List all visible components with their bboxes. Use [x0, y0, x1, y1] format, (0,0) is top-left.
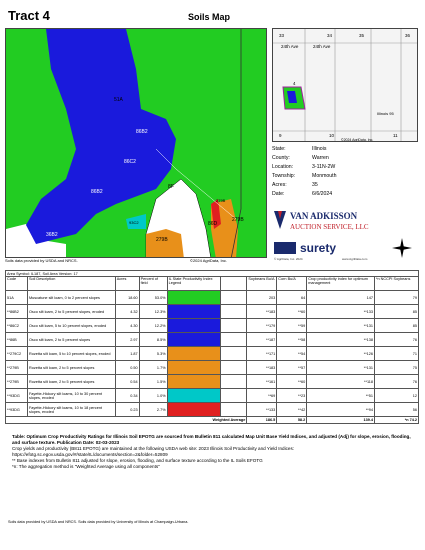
bottom-source: Soils data provided by USDA and NRCS. Soils data provided by University of Illinois at Champaign-Urbana. — [8, 520, 189, 524]
cell-code: **86B — [6, 333, 28, 347]
cell-nccpi: 76 — [375, 375, 419, 389]
cell-acres: 18.60 — [115, 291, 139, 305]
property-info — [272, 145, 337, 199]
locator-marker: 4 — [293, 81, 296, 86]
compass-icon — [392, 238, 412, 258]
map-label-1: 51A — [114, 97, 123, 103]
locator-road-5: Illinois 95 — [377, 111, 394, 116]
cell-corn: **57 — [277, 361, 307, 375]
table-row — [6, 291, 419, 305]
locator-bottom-11: 11 — [393, 133, 398, 138]
map-label-4: 86B2 — [91, 189, 103, 195]
map-label-11: 93C2 — [129, 220, 139, 225]
legend-swatch — [168, 403, 221, 416]
cell-cpi: 147 — [307, 291, 375, 305]
legend-swatch — [168, 305, 221, 318]
legend-swatch — [168, 347, 221, 360]
cell-acres: 4.32 — [115, 305, 139, 319]
cell-nccpi: 85 — [375, 305, 419, 319]
cell-description: Osco silt loam, 2 to 5 percent slopes, eroded — [27, 305, 115, 319]
cell-il — [221, 305, 247, 319]
notes-line-1: Table: Optimum Crop Productivity Ratings for Illinois Soil EPOTG are sourced from Bulletin 811 calculated Map Unit Base Yield Indices, and adjusted (Adj) for slope, erosion, flooding, and surface texture. Publication Date: 02-03-2023 — [12, 434, 411, 445]
cell-percent: 1.7% — [139, 361, 167, 375]
area-symbol: Area Symbol: IL187, Soil Area Version: 17 — [6, 271, 419, 277]
cell-il — [221, 375, 247, 389]
cell-corn: **42 — [277, 403, 307, 417]
date-value: 6/6/2024 — [312, 191, 333, 197]
locator-label-34: 34 — [327, 33, 333, 38]
cell-il — [221, 347, 247, 361]
cell-legend — [167, 403, 221, 417]
cell-soybeans: **183 — [247, 305, 277, 319]
legend-swatch — [168, 291, 221, 304]
cell-description: Muscatune silt loam, 0 to 2 percent slopes — [27, 291, 115, 305]
locator-copyright: ©2024 AgriData, Inc. — [341, 138, 374, 142]
col-soybeans: Soybeans Bu/A — [247, 277, 277, 291]
weighted-soy: 186.5 — [247, 417, 277, 424]
legend-swatch — [168, 333, 221, 346]
weighted-nccpi: *n 74.2 — [375, 417, 419, 424]
acres-label: Acres: — [272, 182, 287, 188]
legend-swatch — [168, 361, 221, 374]
col-code: Code — [6, 277, 28, 291]
cell-description: Osco silt loam, 2 to 5 percent slopes — [27, 333, 115, 347]
notes-line-4: ** Base indexes from Bulletin 811 adjusted for slope, erosion, flooding, and surface texture according to the IL Soils EFOTG — [12, 458, 263, 463]
cell-percent: 5.3% — [139, 347, 167, 361]
cell-legend — [167, 361, 221, 375]
cell-soybeans: **187 — [247, 333, 277, 347]
locator-road-1: 24th Ave — [281, 44, 299, 49]
locator-bottom-9: 9 — [279, 133, 282, 138]
cell-soybeans: 203 — [247, 291, 277, 305]
cell-code: **279B — [6, 375, 28, 389]
cell-il — [221, 361, 247, 375]
cell-nccpi: 85 — [375, 319, 419, 333]
weighted-average-label: Weighted Average — [6, 417, 247, 424]
cell-acres: 0.34 — [115, 389, 139, 403]
county-value: Warren — [312, 155, 329, 161]
weighted-average-row — [6, 417, 419, 424]
cell-percent: 2.7% — [139, 403, 167, 417]
page-title: Soils Map — [188, 12, 231, 22]
table-row — [6, 333, 419, 347]
map-label-8: 279B — [232, 217, 244, 223]
notes-line-2: Crop yields and productivity (B811 EPOTG) are maintained at the following USDA web site: 2023 Illinois Soil Productivity and Yield Indices: — [12, 446, 295, 451]
cell-legend — [167, 375, 221, 389]
cell-description: Rozetta silt loam, 2 to 5 percent slopes — [27, 361, 115, 375]
col-acres: Acres — [115, 277, 139, 291]
cell-cpi: **51 — [307, 389, 375, 403]
van-adkisson-logo — [272, 207, 418, 233]
cell-soybeans: **161 — [247, 375, 277, 389]
cell-percent: 1.5% — [139, 375, 167, 389]
cell-cpi: **94 — [307, 403, 375, 417]
locator-road-2: 24th Ave — [313, 44, 331, 49]
cell-code: **86B2 — [6, 305, 28, 319]
cell-legend — [167, 305, 221, 319]
cell-cpi: **133 — [307, 305, 375, 319]
locator-map-drawing — [273, 29, 418, 142]
van-adkisson-name: VAN ADKISSON — [290, 211, 358, 221]
county-label: County: — [272, 155, 290, 161]
cell-nccpi: 76 — [375, 333, 419, 347]
soils-map[interactable] — [5, 28, 267, 258]
legend-swatch — [168, 375, 221, 388]
surety-copyright: © AgriData, Inc. 2024 — [274, 257, 303, 261]
cell-corn: **59 — [277, 319, 307, 333]
cell-percent: 53.0% — [139, 291, 167, 305]
cell-acres: 1.87 — [115, 347, 139, 361]
cell-acres: 4.30 — [115, 319, 139, 333]
cell-corn: 64 — [277, 291, 307, 305]
map-label-3: 86C2 — [124, 159, 136, 165]
cell-cpi: **138 — [307, 333, 375, 347]
table-row — [6, 389, 419, 403]
acres-value: 35 — [312, 182, 318, 188]
cell-code: **279B — [6, 361, 28, 375]
table-row — [6, 305, 419, 319]
cell-acres: 0.54 — [115, 375, 139, 389]
date-label: Date: — [272, 191, 285, 197]
cell-il — [221, 333, 247, 347]
weighted-cpi: 139.4 — [307, 417, 375, 424]
cell-percent: 8.5% — [139, 333, 167, 347]
cell-description: Rozetta silt loam, 5 to 10 percent slopes, eroded — [27, 347, 115, 361]
cell-percent: 12.2% — [139, 319, 167, 333]
cell-corn: **60 — [277, 305, 307, 319]
cell-il — [221, 389, 247, 403]
cell-code: **93DG — [6, 389, 28, 403]
soil-area-279-orange — [146, 229, 184, 258]
col-corn: Corn Bu/A — [277, 277, 307, 291]
col-nccpi: *n NCCPI Soybeans — [375, 277, 419, 291]
locator-label-36: 36 — [405, 33, 411, 38]
cell-nccpi: 56 — [375, 403, 419, 417]
cell-legend — [167, 389, 221, 403]
locator-map[interactable] — [272, 28, 418, 142]
map-label-9: 86D — [208, 221, 218, 227]
map-copyright: ©2024 AgriData, Inc. — [190, 258, 227, 263]
locator-label-33: 33 — [279, 33, 285, 38]
map-label-6: 279B — [156, 237, 168, 243]
surety-logo — [272, 236, 418, 262]
cell-legend — [167, 347, 221, 361]
cell-il — [221, 319, 247, 333]
locator-bottom-10: 10 — [329, 133, 335, 138]
cell-code: 51A — [6, 291, 28, 305]
table-row — [6, 361, 419, 375]
notes-line-5: *n: The aggregation method is "Weighted Average using all components" — [12, 464, 160, 469]
surety-wordmark: surety — [300, 241, 337, 255]
legend-swatch — [168, 389, 221, 402]
table-row — [6, 319, 419, 333]
cell-description: Fayette-Hickory silt loams, 10 to 18 percent slopes, eroded — [27, 403, 115, 417]
cell-percent: 1.0% — [139, 389, 167, 403]
township-value: Monmouth — [312, 173, 337, 179]
cell-corn: **54 — [277, 347, 307, 361]
cell-description: Osco silt loam, 5 to 10 percent slopes, eroded — [27, 319, 115, 333]
locator-label-35: 35 — [359, 33, 365, 38]
map-source-note: Soils data provided by USDA and NRCS. — [5, 258, 78, 263]
cell-cpi: **118 — [307, 375, 375, 389]
legend-swatch — [168, 319, 221, 332]
cell-acres: 2.97 — [115, 333, 139, 347]
map-label-5: 8F — [168, 184, 174, 190]
table-row — [6, 375, 419, 389]
cell-acres: 0.50 — [115, 361, 139, 375]
col-legend: IL State Productivity Index Legend — [167, 277, 221, 291]
cell-soybeans: **171 — [247, 347, 277, 361]
cell-il — [221, 291, 247, 305]
cell-soybeans: **69 — [247, 389, 277, 403]
soils-map-drawing — [6, 29, 267, 258]
col-description: Soil Description — [27, 277, 115, 291]
cell-description: Fayette-Hickory silt loams, 10 to 30 percent slopes, eroded — [27, 389, 115, 403]
weighted-corn: 58.2 — [277, 417, 307, 424]
map-label-7: 36B2 — [46, 232, 58, 238]
cell-legend — [167, 333, 221, 347]
cell-nccpi: 71 — [375, 347, 419, 361]
cell-soybeans: **179 — [247, 319, 277, 333]
col-percent: Percent of field — [139, 277, 167, 291]
table-notes — [12, 434, 416, 470]
cell-cpi: **131 — [307, 361, 375, 375]
surety-url: www.AgriData.com — [342, 257, 368, 261]
col-il — [221, 277, 247, 291]
cell-nccpi: 75 — [375, 361, 419, 375]
map-label-10: 279B — [216, 198, 226, 203]
cell-il — [221, 403, 247, 417]
cell-nccpi: 12 — [375, 389, 419, 403]
table-row — [6, 347, 419, 361]
cell-code: **93DG — [6, 403, 28, 417]
cell-description: Rozetta silt loam, 2 to 5 percent slopes — [27, 375, 115, 389]
col-cpi: Crop productivity index for optimum management — [307, 277, 375, 291]
cell-corn: **58 — [277, 333, 307, 347]
cell-percent: 12.3% — [139, 305, 167, 319]
cell-acres: 0.23 — [115, 403, 139, 417]
location-value: 3-11N-2W — [312, 164, 336, 170]
table-row — [6, 403, 419, 417]
state-value: Illinois — [312, 146, 327, 152]
soil-table — [5, 270, 419, 424]
notes-line-3[interactable]: https://efotg.sc.egov.usda.gov/#/state/IL/documents/section=2&folder=52809 — [12, 452, 168, 457]
cell-corn: **23 — [277, 389, 307, 403]
cell-code: **279C2 — [6, 347, 28, 361]
township-label: Township: — [272, 173, 296, 179]
cell-code: **86C2 — [6, 319, 28, 333]
van-adkisson-subtitle: AUCTION SERVICE, LLC — [290, 223, 369, 231]
cell-soybeans: **133 — [247, 403, 277, 417]
cell-corn: **60 — [277, 375, 307, 389]
cell-legend — [167, 319, 221, 333]
map-label-2: 86B2 — [136, 129, 148, 135]
cell-legend — [167, 291, 221, 305]
state-label: State: — [272, 146, 286, 152]
location-label: Location: — [272, 164, 294, 170]
cell-nccpi: 79 — [375, 291, 419, 305]
cell-soybeans: **183 — [247, 361, 277, 375]
cell-cpi: **126 — [307, 347, 375, 361]
tract-title: Tract 4 — [8, 8, 50, 23]
cell-cpi: **131 — [307, 319, 375, 333]
